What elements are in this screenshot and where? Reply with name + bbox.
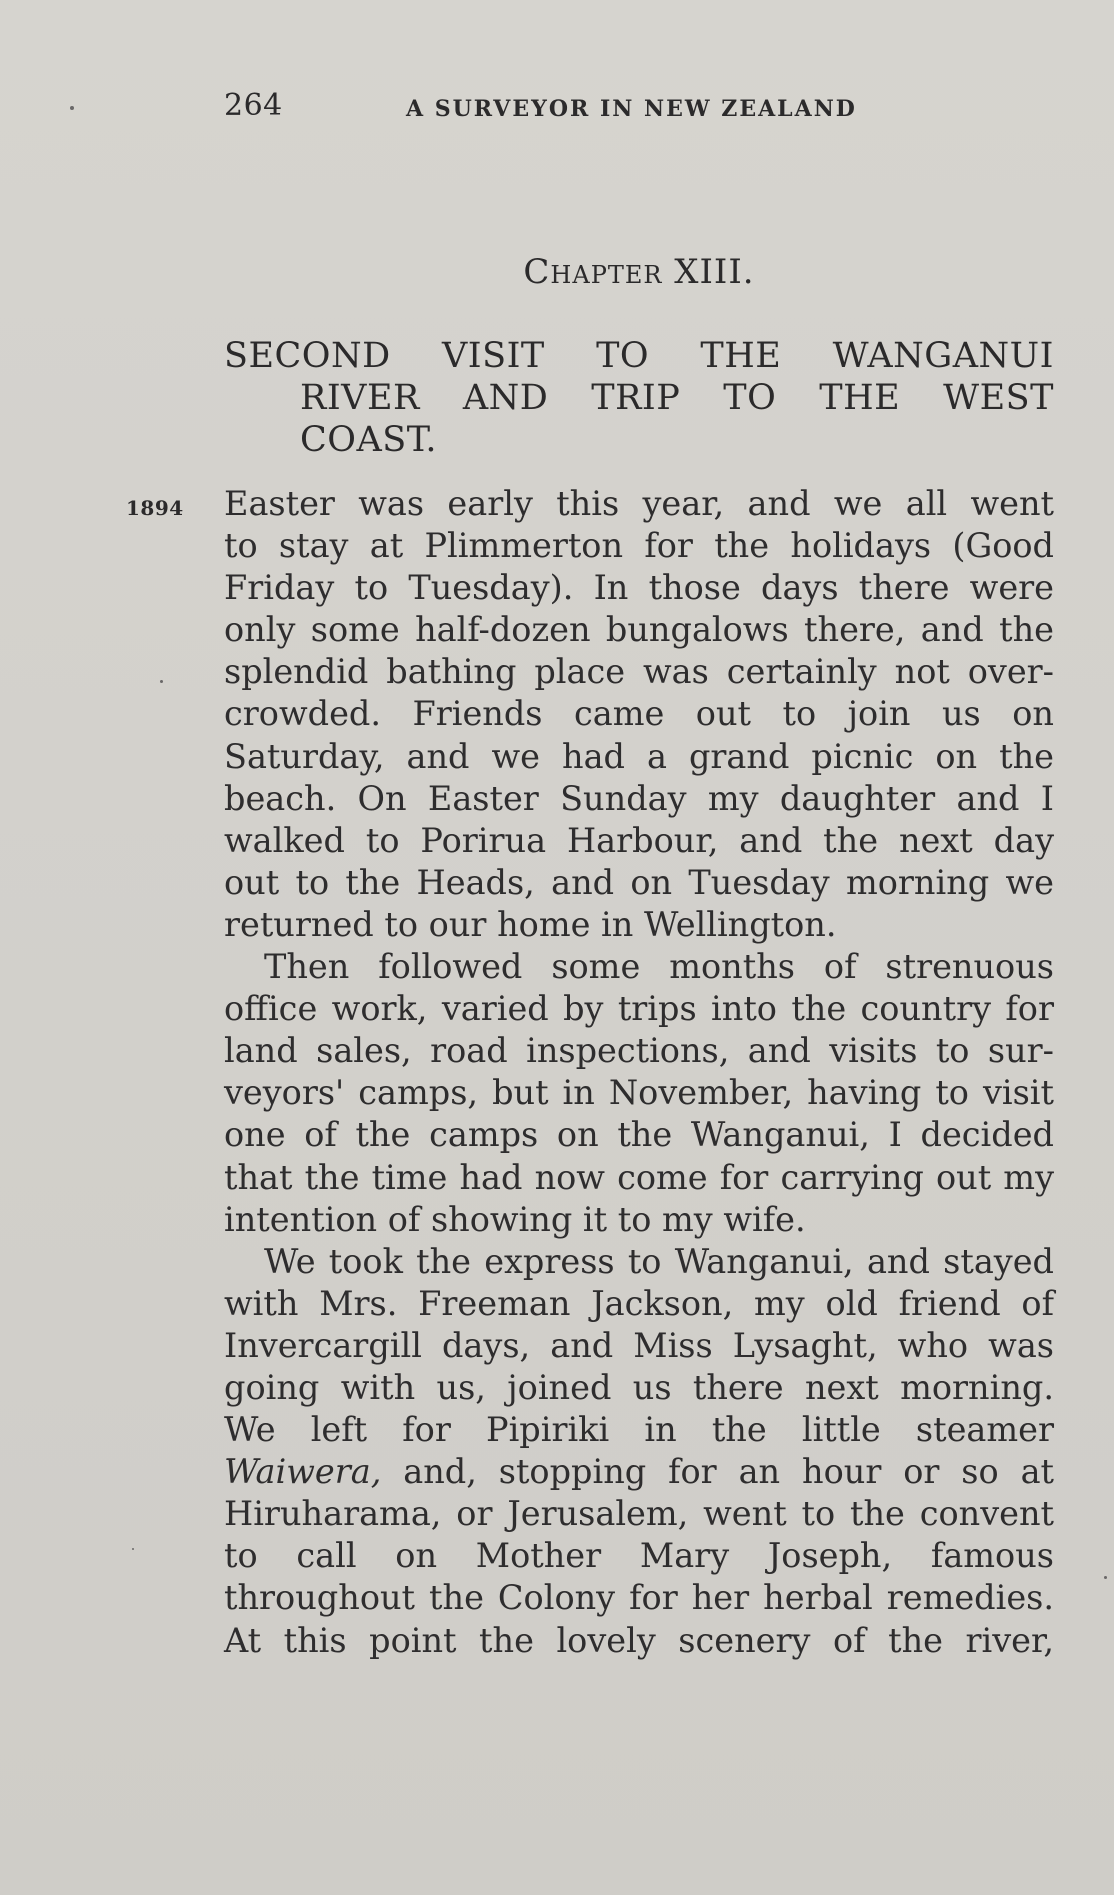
text-line: intention of showing it to my wife. (224, 1199, 806, 1239)
text-line: to stay at Plimmerton for the holidays (Good (224, 526, 1054, 566)
chapter-title-line: SECOND VISIT TO THE WANGANUI (224, 336, 1054, 376)
text-line: Easter was early this year, and we all went (224, 484, 1054, 523)
text-line: We took the express to Wanganui, and stayed (264, 1241, 1054, 1281)
text-line: splendid bathing place was certainly not over- (224, 652, 1054, 692)
text-line: We left for Pipiriki in the little steamer (224, 1410, 1054, 1450)
margin-speck (160, 680, 163, 683)
text-line: going with us, joined us there next morning. (224, 1367, 1054, 1407)
text-line-with-italic (224, 1451, 1054, 1493)
running-head (224, 88, 1054, 128)
running-title: A SURVEYOR IN NEW ZEALAND (406, 96, 857, 122)
margin-year-note: 1894 (126, 496, 184, 520)
text-line: veyors' camps, but in November, having to visit (224, 1073, 1054, 1113)
text-line: office work, varied by trips into the country for (224, 989, 1054, 1029)
text-line: that the time had now come for carrying out my (224, 1157, 1054, 1197)
text-line: land sales, road inspections, and visits to sur- (224, 1031, 1054, 1071)
text-line-rest: and, stopping for an hour or so at (381, 1452, 1054, 1492)
margin-speck (132, 1548, 134, 1550)
text-line: throughout the Colony for her herbal remedies. (224, 1578, 1054, 1618)
text-line: out to the Heads, and on Tuesday morning we (224, 862, 1054, 902)
text-line: Hiruharama, or Jerusalem, went to the convent (224, 1494, 1054, 1534)
text-line: walked to Porirua Harbour, and the next day (224, 820, 1054, 860)
text-line: At this point the lovely scenery of the river, (224, 1620, 1054, 1660)
text-line: crowded. Friends came out to join us on (224, 694, 1054, 734)
text-line: one of the camps on the Wanganui, I decided (224, 1115, 1054, 1155)
ship-name: Waiwera, (224, 1452, 382, 1492)
text-line: to call on Mother Mary Joseph, famous (224, 1536, 1054, 1576)
margin-speck (70, 106, 74, 110)
chapter-title-line: COAST. (300, 420, 438, 460)
body-text (224, 483, 1054, 1662)
text-line: Invercargill days, and Miss Lysaght, who was (224, 1325, 1054, 1365)
text-line: Then followed some months of strenuous (264, 947, 1054, 987)
text-line: Friday to Tuesday). In those days there were (224, 568, 1054, 608)
margin-speck (1104, 1576, 1107, 1579)
page-number: 264 (224, 88, 283, 123)
text-line: beach. On Easter Sunday my daughter and I (224, 778, 1054, 818)
text-line: with Mrs. Freeman Jackson, my old friend of (224, 1283, 1054, 1323)
text-line: Saturday, and we had a grand picnic on the (224, 736, 1054, 776)
chapter-title-line: RIVER AND TRIP TO THE WEST (300, 378, 1054, 418)
text-line: returned to our home in Wellington. (224, 904, 837, 944)
chapter-heading: Chapter XIII. (523, 252, 755, 292)
text-line: only some half-dozen bungalows there, and the (224, 610, 1054, 650)
chapter-title (224, 335, 1054, 461)
